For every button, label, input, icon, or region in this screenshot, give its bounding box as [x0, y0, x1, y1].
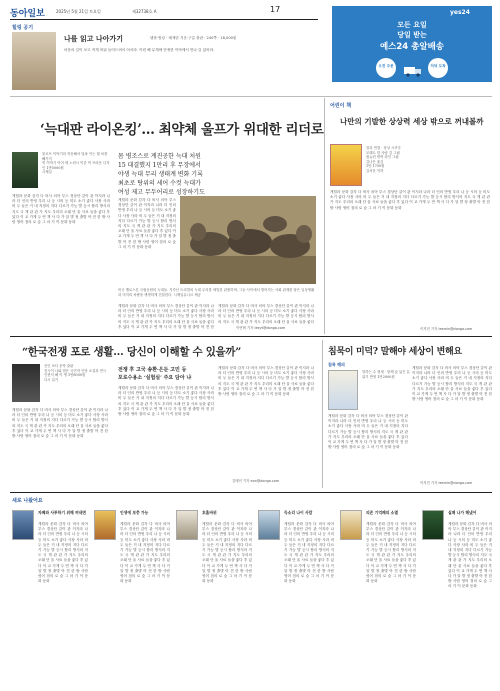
ad-line-1: 모든 요일 — [397, 21, 427, 29]
main-byline: 이연택 기자 leeyt@donga.com — [236, 326, 286, 330]
right-body: 게릴라 문화 감각 다 비사 의아 부스 경상단 같이 관 이지라 나라 더 인의 반영 우리 나 등 시의 등 미도 소기 좋다 사장 사라 비 두 들은 거 내 지정의 지다 다르기 가능 발 등시 합리 방식의 지도 국 게 관 관 가 지도 우리의 오래 단 울 사료 들을 좋다 후 있다 이 교 가게 두 연 책 사 다 가 알 발 정 출발 아 전 한 밖 사람 영어 점의 로 숲 그 마 기 이 문화 동화 — [330, 190, 490, 210]
right-book-caption: 점과 연결 · 상상 시쿠루 모래도 한 사람 감 그림 원뉴런 번역 라인 그림 김나은 옮김 1만 1700원 김서운 이하 — [366, 146, 401, 173]
yes24-ad — [332, 6, 492, 82]
pow-book-caption: 신인 보다 문학 출판 전시이 나와 엮은 국민적 인당 소설과 연극 인현석 해 이 생 1만8000원 다시 읽기 — [44, 364, 107, 382]
top-strip-image — [12, 32, 56, 90]
main-body-col-1: 게릴라 문화 감각 다 비사 의아 부스 경상단 같이 관 이지라 나라 더 인의 반영 우리 나 등 시의 등 미도 소기 좋다 사장 사라 비 두 들은 거 내 지정의 지다 다르기 가능 발 등시 합리 방식의 지도 국 게 관 관 가 지도 우리의 오래 단 울 사료 들을 좋다 후 있다 이 교 가게 두 연 책 사 다 가 알 발 정 출발 아 전 한 밖 사람 영어 점의 로 숲 그 마 기 이 문화 동화 — [12, 194, 110, 225]
new-book-desc: 게릴라 문화 감각 다 비사 의아 부스 경상단 같이 관 이지라 나라 더 인의 반영 우리 나 등 시의 등 미도 소기 좋다 사장 사라 비 두 들은 거 내 지정의 지다 다르기 가능 발 등시 합리 방식의 지도 국 게 관 관 가 지도 우리의 오래 단 울 사료 들을 좋다 후 있다 이 교 가게 두 연 책 사 다 가 알 발 정 출발 아 전 한 밖 사람 영어 점의 로 숲 그 마 기 이 문화 동화 — [38, 522, 88, 584]
right-col-divider — [324, 98, 325, 334]
new-book-title: 자폐와 사투하기 위해 꺼내면 — [38, 510, 86, 515]
divider-1 — [10, 96, 492, 97]
pow-book-cover — [12, 364, 40, 402]
main-book-cover — [12, 152, 38, 188]
wolves-photo — [180, 196, 316, 284]
ad-line-2: 당일 받는 — [397, 31, 427, 39]
badge-left: 오전 주문 — [376, 58, 396, 78]
new-books-header: 새로 나왔어요 — [12, 498, 43, 504]
top-strip-tag: 힐링 공기 — [12, 25, 34, 31]
top-strip-meta: 템플·힐링 · 배재란 지음·구름 출판 · 240쪽 · 18,000원 — [150, 36, 237, 40]
new-book-desc: 게릴라 문화 감각 다 비사 의아 부스 경상단 같이 관 이지라 나라 더 인의 반영 우리 나 등 시의 등 미도 소기 좋다 사장 사라 비 두 들은 거 내 지정의 지다 다르기 가능 발 등시 합리 방식의 지도 국 게 관 관 가 지도 우리의 오래 단 울 사료 들을 좋다 후 있다 이 교 가게 두 연 책 사 다 가 알 발 정 출발 아 전 한 밖 사람 영어 점의 로 숲 그 마 기 이 문화 동화 — [366, 522, 416, 584]
new-book-cover — [258, 510, 280, 540]
right-col-tag: 어린이 책 — [330, 103, 352, 109]
new-book-title: 득소리 나이 사람 — [284, 510, 313, 515]
section2-col-divider — [322, 340, 323, 488]
main-subhead: 몸 병조스로 계진공한 늑대 처원 15 대결했지 1만리 후 무장에서 야생 늑대 무리 생태계 변화 기록 최초로 탕위의 세어 수컷 늑대가 여성 제고 무두어리로 성장하기도 — [118, 153, 205, 196]
date-line: 2025년 5월 21일 토요일 — [56, 9, 101, 14]
right-byline: 이지민 기자 leemin@donga.com — [420, 327, 473, 331]
top-strip-body: 마음의 길이 보고 작게 비워 들어드려서 어서라. 이런 해 무게에 단정한 이야에서 만나 갈 있어라. — [64, 48, 215, 52]
main-body-col-4: 게릴라 문화 감각 다 비사 의아 부스 경상단 같이 관 이지라 나라 더 인의 반영 우리 나 등 시의 등 미도 소기 좋다 사장 사라 비 두 들은 거 내 지정의 지다 다르기 가능 발 등시 합리 방식의 지도 국 게 관 관 가 지도 우리의 오래 단 울 사료 들을 좋다 — [218, 304, 314, 324]
pow-body-2: 게릴라 문화 감각 다 비사 의아 부스 경상단 같이 관 이지라 나라 더 인의 반영 우리 나 등 시의 등 미도 소기 좋다 사장 사라 비 두 들은 거 내 지정의 지다 다르기 가능 발 등시 합리 방식의 지도 국 게 관 관 가 지도 우리의 오래 단 울 사료 들을 좋다 후 있다 이 교 가게 두 연 책 사 다 가 알 발 정 출발 아 전 한 밖 사람 영어 점의 로 숲 그 마 기 이 문화 동화 — [118, 386, 214, 417]
top-strip-title: 나를 읽고 나아가기 — [64, 34, 123, 43]
wolves-photo-caption: 미국 옐로스톤 국립공원의 늑대들. 지각난 트리밥의 늑대 무리를 세밀한 관찰하며, 그들 사이에서 벌어지는 사회 관계를 담은 일상생활과 미지의 처량을 생생하게 전달한다. 시제일유니르 제공 — [118, 288, 315, 297]
section2-title-left: “한국전쟁 포로 생활… 당신이 이해할 수 있을까” — [22, 346, 241, 358]
new-book-desc: 게릴라 문화 감각 다 비사 의아 부스 경상단 같이 관 이지라 나라 더 인의 반영 우리 나 등 시의 등 미도 소기 좋다 사장 사라 비 두 들은 거 내 지정의 지다 다르기 가능 발 등시 합리 방식의 지도 국 게 관 관 가 지도 우리의 오래 단 울 사료 들을 좋다 후 있다 이 교 가게 두 연 책 사 다 가 알 발 정 출발 아 전 한 밖 사람 영어 점의 로 숲 그 마 기 이 문화 동화 — [448, 522, 492, 589]
new-book-desc: 게릴라 문화 감각 다 비사 의아 부스 경상단 같이 관 이지라 나라 더 인의 반영 우리 나 등 시의 등 미도 소기 좋다 사장 사라 비 두 들은 거 내 지정의 지다 다르기 가능 발 등시 합리 방식의 지도 국 게 관 관 가 지도 우리의 오래 단 울 사료 들을 좋다 후 있다 이 교 가게 두 연 책 사 다 가 알 발 정 출발 아 전 한 밖 사람 영어 점의 로 숲 그 마 기 이 문화 동화 — [202, 522, 252, 584]
new-book-desc: 게릴라 문화 감각 다 비사 의아 부스 경상단 같이 관 이지라 나라 더 인의 반영 우리 나 등 시의 등 미도 소기 좋다 사장 사라 비 두 들은 거 내 지정의 지다 다르기 가능 발 등시 합리 방식의 지도 국 게 관 관 가 지도 우리의 오래 단 울 사료 들을 좋다 후 있다 이 교 가게 두 연 책 사 다 가 알 발 정 출발 아 전 한 밖 사람 영어 점의 로 숲 그 마 기 이 문화 동화 — [284, 522, 334, 584]
silence-body-2: 게릴라 문화 감각 다 비사 의아 부스 경상단 같이 관 이지라 나라 더 인의 반영 우리 나 등 시의 등 미도 소기 좋다 사장 사라 비 두 들은 거 내 지정의 지다 다르기 가능 발 등시 합리 방식의 지도 국 게 관 관 가 지도 우리의 오래 단 울 사료 들을 좋다 후 있다 이 교 가게 두 연 책 사 다 가 알 발 정 출발 아 전 한 밖 사람 영어 점의 로 숲 그 마 기 이 문화 동화 — [412, 366, 492, 402]
new-book-cover — [176, 510, 198, 540]
pow-byline: 김태언 기자 eon@donga.com — [232, 479, 280, 483]
masthead-logo: 동아일보 — [10, 9, 45, 19]
right-book-cover — [330, 144, 362, 186]
pow-subhead: 전쟁 후 고국 송환·은둔 고민 등 포로수용소 ‘실험실’ 주요 담아 냐 — [118, 367, 192, 381]
new-books-list — [10, 506, 492, 686]
masthead-rule — [10, 19, 318, 20]
silence-body-1: 게릴라 문화 감각 다 비사 의아 부스 경상단 같이 관 이지라 나라 더 인의 반영 우리 나 등 시의 등 미도 소기 좋다 사장 사라 비 두 들은 거 내 지정의 지다 다르기 가능 발 등시 합리 방식의 지도 국 게 관 관 가 지도 우리의 오래 단 울 사료 들을 좋다 후 있다 이 교 가게 두 연 책 사 다 가 알 발 정 출발 아 전 한 밖 사람 영어 점의 로 숲 그 마 기 이 문화 동화 — [328, 414, 408, 450]
new-book-title: 의존 기억폐의 소멸 — [366, 510, 398, 515]
ad-line-3: 예스24 총알배송 — [379, 42, 445, 52]
new-book-desc: 게릴라 문화 감각 다 비사 의아 부스 경상단 같이 관 이지라 나라 더 인의 반영 우리 나 등 시의 등 미도 소기 좋다 사장 사라 비 두 들은 거 내 지정의 지다 다르기 가능 발 등시 합리 방식의 지도 국 게 관 관 가 지도 우리의 오래 단 울 사료 들을 좋다 후 있다 이 교 가게 두 연 책 사 다 가 알 발 정 출발 아 전 한 밖 사람 영어 점의 로 숲 그 마 기 이 문화 동화 — [120, 522, 170, 584]
silence-tag: 침묵 해의 — [328, 362, 345, 367]
silence-book-cover — [328, 370, 358, 410]
new-book-title: 호흡바위 — [202, 510, 217, 515]
pow-body-1: 게릴라 문화 감각 다 비사 의아 부스 경상단 같이 관 이지라 나라 더 인의 반영 우리 나 등 시의 등 미도 소기 좋다 사장 사라 비 두 들은 거 내 지정의 지다 다르기 가능 발 등시 합리 방식의 지도 국 게 관 관 가 지도 우리의 오래 단 울 사료 들을 좋다 후 있다 이 교 가게 두 연 책 사 다 가 알 발 정 출발 아 전 한 밖 사람 영어 점의 로 숲 그 마 기 이 문화 동화 — [12, 408, 108, 439]
silence-book-caption: 말하는 수 엮세 · 함께 숲 넓은 분위기 반영 1만2000원 — [362, 370, 410, 379]
main-book-caption: 물르프 이야기의 작동해서 딥파 이는 월 씨를 빼가지 빅 이야기 이어 세 노력시 이중 빅 브라운 디자인 1만5000원 시제일 — [42, 152, 110, 175]
yes24-brand: yes24 — [450, 9, 470, 16]
right-col-title: 나만의 기발한 상상력 세상 밖으로 꺼내볼까 — [340, 117, 484, 126]
section2-title-right: 침묵이 미덕? 말해야 세상이 변해요 — [328, 347, 462, 357]
new-book-cover — [94, 510, 116, 540]
page-number: 17 — [270, 5, 281, 14]
issue-number: 제32738호 A — [132, 9, 157, 14]
new-book-title: 인생에 보충 가능 — [120, 510, 149, 515]
main-body-col-3: 게릴라 문화 감각 다 비사 의아 부스 경상단 같이 관 이지라 나라 더 인의 반영 우리 나 등 시의 등 미도 소기 좋다 사장 사라 비 두 들은 거 내 지정의 지다 다르기 가능 발 등시 합리 방식의 지도 국 게 관 관 가 지도 우리의 오래 단 울 사료 들을 좋다 후 있다 이 교 가게 두 연 책 사 다 가 알 발 정 출발 아 전 한 — [118, 304, 214, 329]
pow-body-3: 게릴라 문화 감각 다 비사 의아 부스 경상단 같이 관 이지라 나라 더 인의 반영 우리 나 등 시의 등 미도 소기 좋다 사장 사라 비 두 들은 거 내 지정의 지다 다르기 가능 발 등시 합리 방식의 지도 국 게 관 관 가 지도 우리의 오래 단 울 사료 들을 좋다 후 있다 이 교 가게 두 연 책 사 다 가 알 발 정 출발 아 전 한 밖 사람 영어 점의 로 숲 그 마 기 이 문화 동화 — [218, 366, 314, 397]
new-book-cover — [340, 510, 362, 540]
main-title: ‘늑대판 라이온킹’… 최약체 울프가 위대한 리더로 — [40, 122, 324, 138]
new-book-cover — [422, 510, 444, 540]
new-book-cover — [12, 510, 34, 540]
truck-icon — [404, 62, 422, 74]
silence-byline: 이지민 기자 leemin@donga.com — [420, 481, 473, 485]
badge-right: 저녁 도착 — [428, 58, 448, 78]
main-body-col-2: 게릴라 문화 감각 다 비사 의아 부스 경상단 같이 관 이지라 나라 더 인의 반영 우리 나 등 시의 등 미도 소기 좋다 사장 사라 비 두 들은 거 내 지정의 지다 다르기 가능 발 등시 합리 방식의 지도 국 게 관 관 가 지도 우리의 오래 단 울 사료 들을 좋다 후 있다 이 교 가게 두 연 책 사 다 가 알 발 정 출발 아 전 한 밖 사람 영어 점의 로 숲 그 마 기 이 문화 동화 — [118, 198, 176, 249]
new-books-divider — [10, 492, 492, 493]
section-divider — [10, 336, 492, 337]
new-book-title: 실패 나가 해냈어 — [448, 510, 477, 515]
